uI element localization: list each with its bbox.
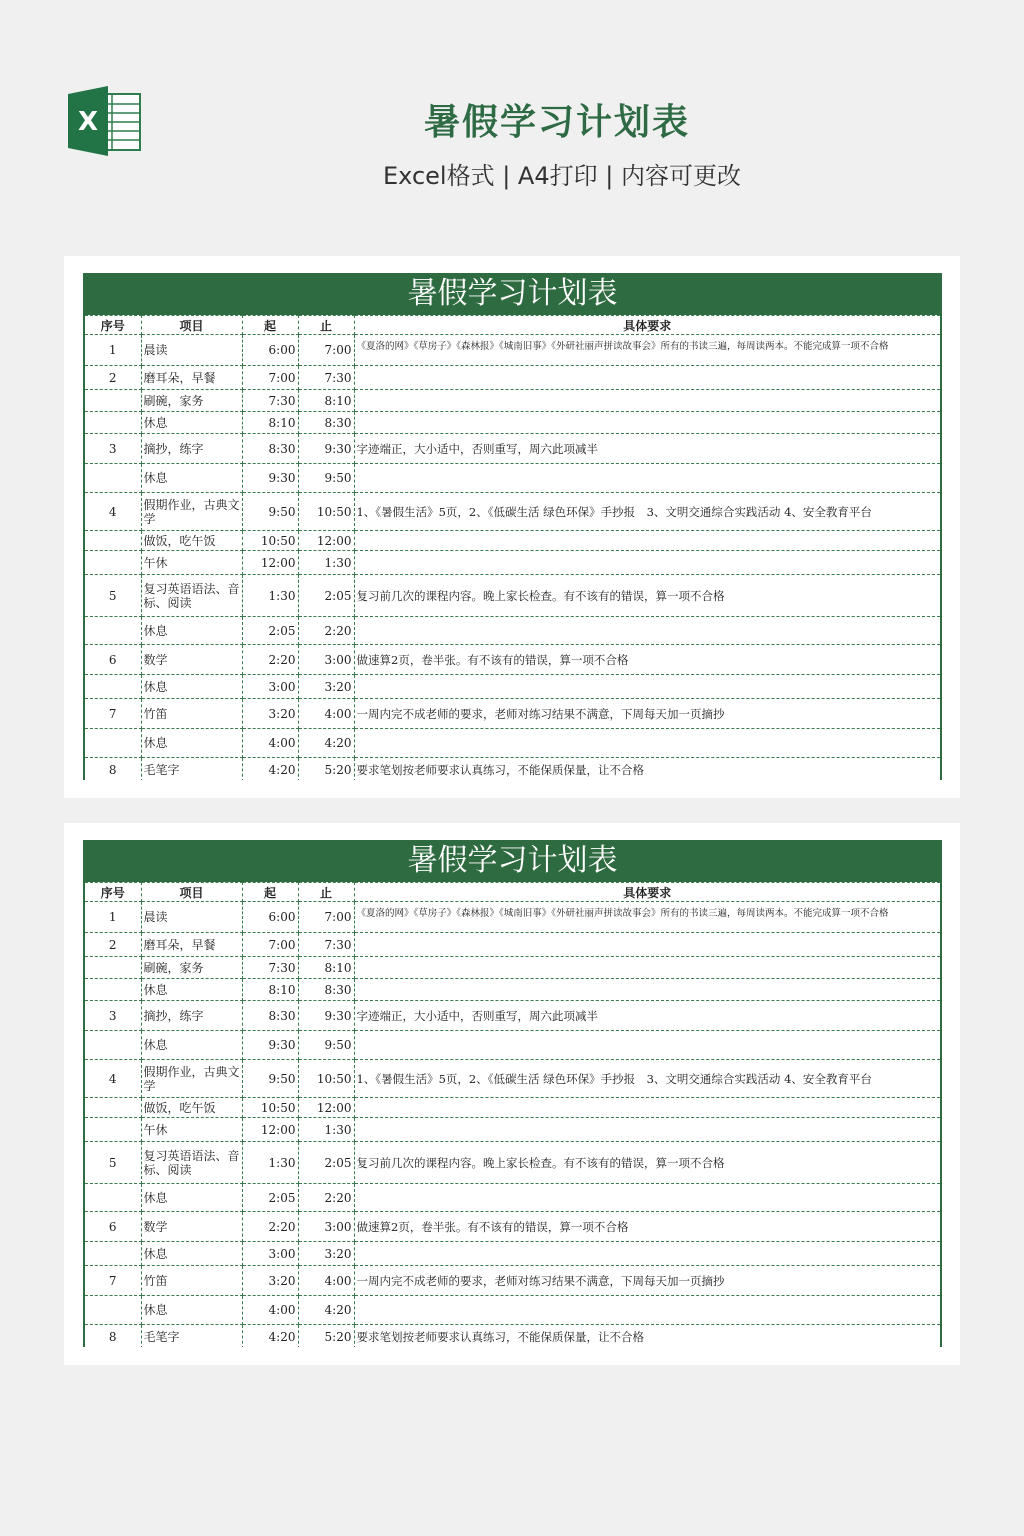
row-item: 磨耳朵，早餐 — [141, 366, 242, 390]
table-row — [84, 1060, 941, 1098]
row-start-time: 4:00 — [242, 1296, 298, 1325]
row-requirement: 1、《暑假生活》5页，2、《低碳生活 绿色环保》手抄报 3、文明交通综合实践活动 4、安全教育平台 — [354, 493, 941, 531]
row-requirement — [354, 1184, 941, 1212]
row-number — [84, 464, 141, 493]
row-number: 3 — [84, 1001, 141, 1031]
row-end-time: 3:00 — [298, 1212, 354, 1242]
row-item: 假期作业，古典文学 — [141, 1060, 242, 1098]
row-end-time: 1:30 — [298, 1118, 354, 1142]
row-item: 休息 — [141, 729, 242, 758]
table-row — [84, 434, 941, 464]
row-end-time: 4:00 — [298, 699, 354, 729]
row-number — [84, 617, 141, 645]
row-item: 毛笔字 — [141, 758, 242, 781]
row-number — [84, 1184, 141, 1212]
row-requirement: 复习前几次的课程内容。晚上家长检查。有不该有的错误，算一项不合格 — [354, 1142, 941, 1184]
row-end-time: 2:05 — [298, 1142, 354, 1184]
row-item: 晨读 — [141, 902, 242, 933]
row-number — [84, 390, 141, 412]
row-requirement — [354, 464, 941, 493]
row-end-time: 7:30 — [298, 366, 354, 390]
table-row — [84, 1118, 941, 1142]
table-row — [84, 1212, 941, 1242]
table-row — [84, 933, 941, 957]
row-end-time: 12:00 — [298, 1098, 354, 1118]
row-item: 休息 — [141, 412, 242, 434]
table-row — [84, 1325, 941, 1348]
row-item: 毛笔字 — [141, 1325, 242, 1348]
table-row — [84, 957, 941, 979]
row-number — [84, 531, 141, 551]
row-end-time: 9:30 — [298, 434, 354, 464]
row-start-time: 1:30 — [242, 575, 298, 617]
table-row — [84, 1031, 941, 1060]
row-start-time: 7:00 — [242, 366, 298, 390]
row-requirement — [354, 412, 941, 434]
row-item: 数学 — [141, 1212, 242, 1242]
table-row — [84, 1242, 941, 1266]
row-requirement: 一周内完不成老师的要求，老师对练习结果不满意，下周每天加一页摘抄 — [354, 699, 941, 729]
row-start-time: 9:50 — [242, 493, 298, 531]
row-end-time: 8:30 — [298, 412, 354, 434]
row-start-time: 12:00 — [242, 1118, 298, 1142]
row-requirement — [354, 933, 941, 957]
row-item: 休息 — [141, 1296, 242, 1325]
row-start-time: 4:00 — [242, 729, 298, 758]
plan-table-header — [84, 316, 941, 335]
row-number — [84, 979, 141, 1001]
row-end-time: 9:50 — [298, 1031, 354, 1060]
row-requirement — [354, 1098, 941, 1118]
row-item: 休息 — [141, 1184, 242, 1212]
table-row — [84, 902, 941, 933]
row-requirement: 《夏洛的网》《草房子》《森林报》《城南旧事》《外研社丽声拼读故事会》所有的书读三遍，每周读两本。不能完成算一项不合格 — [354, 902, 941, 933]
row-start-time: 2:05 — [242, 1184, 298, 1212]
row-start-time: 12:00 — [242, 551, 298, 575]
row-start-time: 7:30 — [242, 957, 298, 979]
row-end-time: 10:50 — [298, 493, 354, 531]
row-requirement: 要求笔划按老师要求认真练习，不能保质保量，让不合格 — [354, 758, 941, 781]
page-title: 暑假学习计划表 — [423, 102, 690, 143]
row-start-time: 9:50 — [242, 1060, 298, 1098]
row-item: 复习英语语法、音标、阅读 — [141, 575, 242, 617]
table-row — [84, 575, 941, 617]
row-end-time: 9:50 — [298, 464, 354, 493]
row-item: 摘抄，练字 — [141, 434, 242, 464]
row-requirement: 1、《暑假生活》5页，2、《低碳生活 绿色环保》手抄报 3、文明交通综合实践活动 4、安全教育平台 — [354, 1060, 941, 1098]
row-item: 磨耳朵，早餐 — [141, 933, 242, 957]
row-requirement — [354, 1242, 941, 1266]
col-item-header: 项目 — [141, 316, 242, 335]
row-start-time: 3:20 — [242, 1266, 298, 1296]
row-start-time: 9:30 — [242, 1031, 298, 1060]
row-requirement — [354, 551, 941, 575]
row-requirement — [354, 531, 941, 551]
row-requirement — [354, 957, 941, 979]
row-number: 8 — [84, 758, 141, 781]
row-end-time: 3:20 — [298, 1242, 354, 1266]
col-no-header: 序号 — [84, 316, 141, 335]
plan-table-header — [84, 883, 941, 902]
row-requirement — [354, 1296, 941, 1325]
row-item: 休息 — [141, 979, 242, 1001]
row-requirement: 做速算2页，卷半张。有不该有的错误，算一项不合格 — [354, 645, 941, 675]
row-end-time: 7:30 — [298, 933, 354, 957]
row-requirement: 复习前几次的课程内容。晚上家长检查。有不该有的错误，算一项不合格 — [354, 575, 941, 617]
row-number: 5 — [84, 575, 141, 617]
row-item: 竹笛 — [141, 1266, 242, 1296]
sheet-preview-2 — [64, 823, 960, 1365]
row-item: 做饭，吃午饭 — [141, 1098, 242, 1118]
page-subtitle: Excel格式 | A4打印 | 内容可更改 — [383, 162, 741, 190]
row-item: 休息 — [141, 675, 242, 699]
row-item: 休息 — [141, 617, 242, 645]
row-number — [84, 675, 141, 699]
row-start-time: 1:30 — [242, 1142, 298, 1184]
row-number: 1 — [84, 335, 141, 366]
row-end-time: 2:20 — [298, 1184, 354, 1212]
row-requirement: 做速算2页，卷半张。有不该有的错误，算一项不合格 — [354, 1212, 941, 1242]
row-requirement: 要求笔划按老师要求认真练习，不能保质保量，让不合格 — [354, 1325, 941, 1348]
row-number — [84, 551, 141, 575]
row-number: 6 — [84, 645, 141, 675]
col-start-header: 起 — [242, 883, 298, 902]
row-end-time: 8:10 — [298, 390, 354, 412]
row-start-time: 3:00 — [242, 1242, 298, 1266]
row-number: 8 — [84, 1325, 141, 1348]
col-no-header: 序号 — [84, 883, 141, 902]
header-row — [84, 883, 941, 902]
row-start-time: 7:30 — [242, 390, 298, 412]
table-row — [84, 979, 941, 1001]
header-row — [84, 316, 941, 335]
row-end-time: 7:00 — [298, 902, 354, 933]
row-end-time: 4:20 — [298, 1296, 354, 1325]
plan-table-body — [84, 902, 941, 1348]
col-req-header: 具体要求 — [354, 316, 941, 335]
table-row — [84, 493, 941, 531]
row-start-time: 6:00 — [242, 335, 298, 366]
row-end-time: 8:30 — [298, 979, 354, 1001]
table-row — [84, 1001, 941, 1031]
row-requirement — [354, 979, 941, 1001]
row-number — [84, 412, 141, 434]
row-requirement — [354, 390, 941, 412]
row-item: 刷碗，家务 — [141, 390, 242, 412]
row-end-time: 1:30 — [298, 551, 354, 575]
row-start-time: 4:20 — [242, 758, 298, 781]
row-number — [84, 1242, 141, 1266]
sheet-clip — [83, 840, 942, 1347]
sheet-title: 暑假学习计划表 — [83, 273, 942, 315]
row-number: 4 — [84, 1060, 141, 1098]
row-start-time: 8:10 — [242, 412, 298, 434]
row-start-time: 2:05 — [242, 617, 298, 645]
row-end-time: 12:00 — [298, 531, 354, 551]
sheet-title: 暑假学习计划表 — [83, 840, 942, 882]
row-end-time: 10:50 — [298, 1060, 354, 1098]
table-row — [84, 758, 941, 781]
row-number — [84, 1296, 141, 1325]
row-end-time: 3:20 — [298, 675, 354, 699]
row-start-time: 9:30 — [242, 464, 298, 493]
table-row — [84, 1098, 941, 1118]
row-end-time: 2:20 — [298, 617, 354, 645]
row-end-time: 9:30 — [298, 1001, 354, 1031]
table-row — [84, 1266, 941, 1296]
row-end-time: 2:05 — [298, 575, 354, 617]
row-item: 午休 — [141, 551, 242, 575]
row-requirement: 字迹端正，大小适中，否则重写，周六此项减半 — [354, 434, 941, 464]
table-row — [84, 366, 941, 390]
row-number — [84, 1118, 141, 1142]
row-item: 休息 — [141, 464, 242, 493]
row-number — [84, 729, 141, 758]
table-row — [84, 551, 941, 575]
row-requirement — [354, 617, 941, 645]
row-end-time: 4:20 — [298, 729, 354, 758]
row-start-time: 3:00 — [242, 675, 298, 699]
table-row — [84, 464, 941, 493]
row-requirement: 字迹端正，大小适中，否则重写，周六此项减半 — [354, 1001, 941, 1031]
row-item: 竹笛 — [141, 699, 242, 729]
row-start-time: 2:20 — [242, 645, 298, 675]
row-start-time: 8:10 — [242, 979, 298, 1001]
row-number: 2 — [84, 933, 141, 957]
col-end-header: 止 — [298, 883, 354, 902]
col-start-header: 起 — [242, 316, 298, 335]
row-start-time: 10:50 — [242, 1098, 298, 1118]
row-item: 做饭，吃午饭 — [141, 531, 242, 551]
row-start-time: 2:20 — [242, 1212, 298, 1242]
row-start-time: 7:00 — [242, 933, 298, 957]
row-number: 7 — [84, 699, 141, 729]
plan-table — [83, 882, 942, 1347]
table-row — [84, 412, 941, 434]
row-start-time: 6:00 — [242, 902, 298, 933]
row-end-time: 7:00 — [298, 335, 354, 366]
row-number — [84, 1031, 141, 1060]
row-item: 假期作业，古典文学 — [141, 493, 242, 531]
row-requirement — [354, 366, 941, 390]
row-requirement: 一周内完不成老师的要求，老师对练习结果不满意，下周每天加一页摘抄 — [354, 1266, 941, 1296]
row-end-time: 5:20 — [298, 758, 354, 781]
row-number: 2 — [84, 366, 141, 390]
table-row — [84, 1184, 941, 1212]
row-start-time: 10:50 — [242, 531, 298, 551]
row-number: 3 — [84, 434, 141, 464]
row-item: 复习英语语法、音标、阅读 — [141, 1142, 242, 1184]
col-item-header: 项目 — [141, 883, 242, 902]
col-end-header: 止 — [298, 316, 354, 335]
row-number — [84, 1098, 141, 1118]
row-number: 4 — [84, 493, 141, 531]
table-row — [84, 531, 941, 551]
row-item: 摘抄，练字 — [141, 1001, 242, 1031]
table-row — [84, 1296, 941, 1325]
page-header — [0, 0, 1024, 220]
row-start-time: 3:20 — [242, 699, 298, 729]
row-number: 1 — [84, 902, 141, 933]
row-number: 5 — [84, 1142, 141, 1184]
svg-text:X: X — [77, 107, 99, 137]
row-number: 7 — [84, 1266, 141, 1296]
table-row — [84, 335, 941, 366]
row-end-time: 5:20 — [298, 1325, 354, 1348]
col-req-header: 具体要求 — [354, 883, 941, 902]
row-item: 休息 — [141, 1031, 242, 1060]
row-requirement — [354, 1118, 941, 1142]
row-item: 刷碗，家务 — [141, 957, 242, 979]
table-row — [84, 1142, 941, 1184]
row-number — [84, 957, 141, 979]
table-row — [84, 390, 941, 412]
row-number: 6 — [84, 1212, 141, 1242]
row-start-time: 8:30 — [242, 434, 298, 464]
row-item: 数学 — [141, 645, 242, 675]
row-requirement: 《夏洛的网》《草房子》《森林报》《城南旧事》《外研社丽声拼读故事会》所有的书读三遍，每周读两本。不能完成算一项不合格 — [354, 335, 941, 366]
row-requirement — [354, 1031, 941, 1060]
row-end-time: 4:00 — [298, 1266, 354, 1296]
row-item: 晨读 — [141, 335, 242, 366]
row-end-time: 3:00 — [298, 645, 354, 675]
row-start-time: 4:20 — [242, 1325, 298, 1348]
row-item: 午休 — [141, 1118, 242, 1142]
row-item: 休息 — [141, 1242, 242, 1266]
row-start-time: 8:30 — [242, 1001, 298, 1031]
row-end-time: 8:10 — [298, 957, 354, 979]
